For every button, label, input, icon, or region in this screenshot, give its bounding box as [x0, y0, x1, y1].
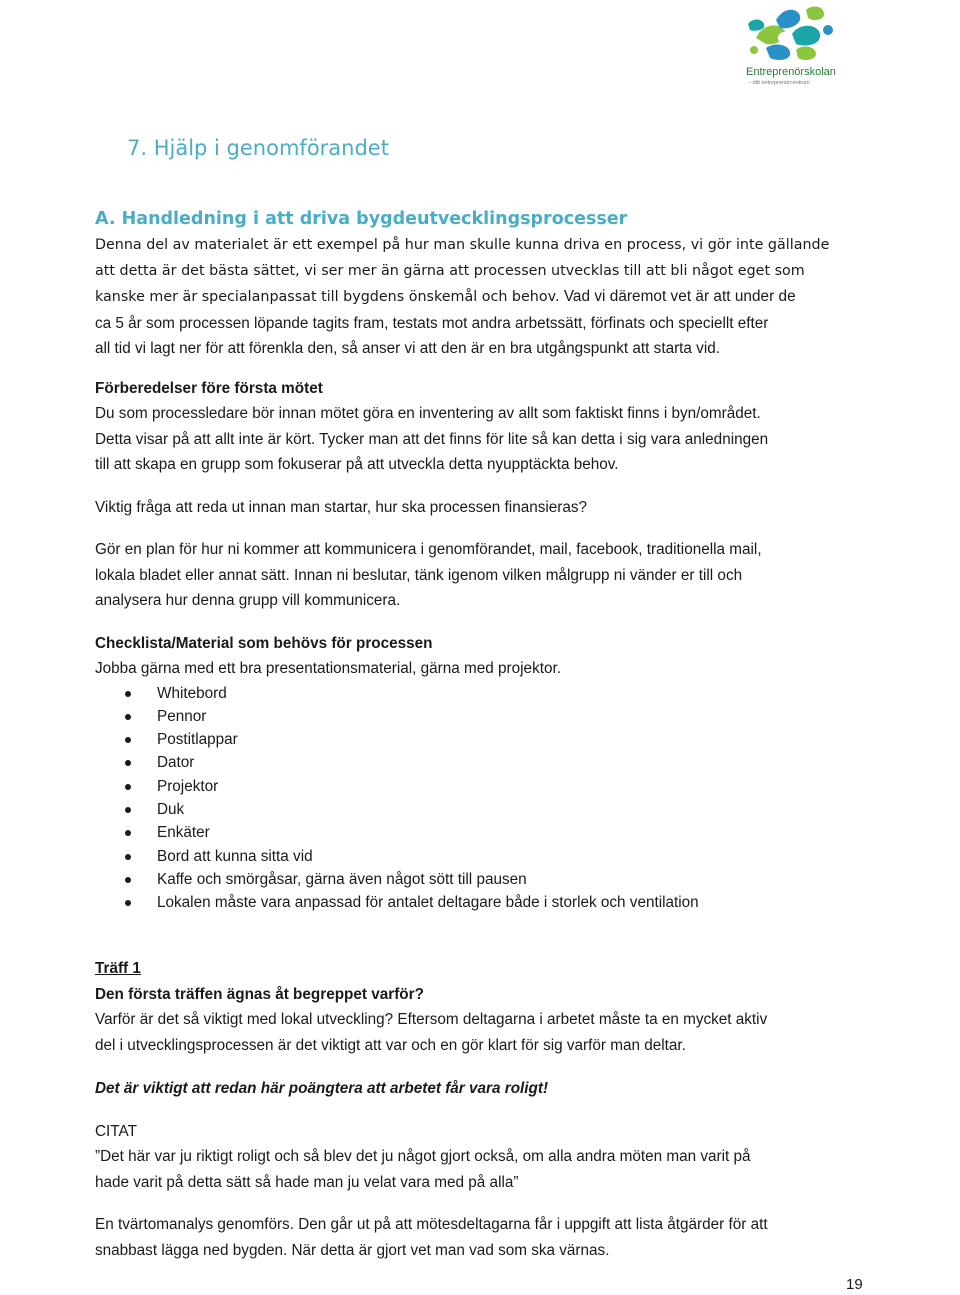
- traff-1-title: Träff 1: [95, 960, 141, 978]
- bullet-icon: [125, 854, 131, 860]
- bullet-icon: [125, 784, 131, 790]
- plan-line: Gör en plan för hur ni kommer att kommunicera i genomförandet, mail, facebook, traditionella mail,: [95, 541, 762, 558]
- list-item: Projektor: [95, 775, 875, 798]
- intro-line: att detta är det bästa sättet, vi ser mer än gärna att processen utvecklas till att bli något eget som: [95, 262, 805, 279]
- quote-line: ”Det här var ju riktigt roligt och så blev det ju något gjort också, om alla andra möten man varit på: [95, 1148, 751, 1166]
- intro-line: [95, 284, 875, 311]
- bullet-icon: [125, 737, 131, 743]
- traff-1-line: del i utvecklingsprocessen är det viktigt att var och en gör klart för sig varför man deltar.: [95, 1036, 686, 1054]
- list-item: Enkäter: [95, 821, 875, 844]
- checklist-intro: Jobba gärna med ett bra presentationsmaterial, gärna med projektor.: [95, 660, 561, 677]
- logo-name: Entreprenörskolan: [746, 66, 836, 78]
- intro-line3-end: Vad vi däremot vet är att under de: [559, 288, 796, 305]
- bullet-icon: [125, 714, 131, 720]
- main-content: [95, 205, 875, 1263]
- list-item: Lokalen måste vara anpassad för antalet deltagare både i storlek och ventilation: [95, 891, 875, 914]
- intro-line: Denna del av materialet är ett exempel på hur man skulle kunna driva en process, vi gör inte gällande: [95, 237, 830, 253]
- bullet-icon: [125, 900, 131, 906]
- checklist: [95, 682, 875, 915]
- analysis-line: snabbast lägga ned bygden. När detta är gjort vet man vad som ska värnas.: [95, 1241, 610, 1259]
- page-title: 7. Hjälp i genomförandet: [127, 136, 389, 160]
- list-item: Duk: [95, 798, 875, 821]
- intro-line: ca 5 år som processen löpande tagits fram, testats mot andra arbetssätt, förfinats och speciellt efter: [95, 314, 769, 332]
- intro-line3-start: kanske mer är specialanpassat till bygdens önskemål och behov.: [95, 289, 560, 305]
- bullet-icon: [125, 760, 131, 766]
- list-item: Dator: [95, 751, 875, 774]
- plan-line: lokala bladet eller annat sätt. Innan ni beslutar, tänk igenom vilken målgrupp ni vänder er till och: [95, 566, 743, 584]
- list-item: Whitebord: [95, 682, 875, 705]
- quote-line: hade varit på detta sätt så hade man ju velat vara med på alla”: [95, 1173, 519, 1191]
- prep-heading: Förberedelser före första mötet: [95, 379, 323, 397]
- emphasis-note: Det är viktigt att redan här poängtera att arbetet får vara roligt!: [95, 1080, 549, 1098]
- list-item: Postitlappar: [95, 728, 875, 751]
- financing-question: Viktig fråga att reda ut innan man startar, hur ska processen finansieras?: [95, 498, 588, 516]
- traff-1-subtitle: Den första träffen ägnas åt begreppet varför?: [95, 985, 424, 1003]
- bullet-icon: [125, 877, 131, 883]
- logo-emblem-icon: [736, 0, 846, 70]
- body-text: [95, 311, 875, 1264]
- traff-1-line: Varför är det så viktigt med lokal utveckling? Eftersom deltagarna i arbetet måste ta en mycket aktiv: [95, 1011, 768, 1029]
- page-number: 19: [846, 1276, 863, 1293]
- bullet-icon: [125, 807, 131, 813]
- citat-label: CITAT: [95, 1122, 137, 1140]
- plan-line: analysera hur denna grupp vill kommunicera.: [95, 592, 401, 609]
- bullet-icon: [125, 691, 131, 697]
- bullet-icon: [125, 830, 131, 836]
- analysis-line: En tvärtomanalys genomförs. Den går ut på att mötesdeltagarna får i uppgift att lista åtgärder för att: [95, 1216, 768, 1234]
- prep-line: Du som processledare bör innan mötet göra en inventering av allt som faktiskt finns i byn/området.: [95, 405, 761, 422]
- logo-tagline: – ditt entreprenörcentrum: [748, 80, 810, 86]
- prep-line: till att skapa en grupp som fokuserar på att utveckla detta nyupptäckta behov.: [95, 456, 619, 473]
- list-item: Pennor: [95, 705, 875, 728]
- intro-line: all tid vi lagt ner för att förenkla den, så anser vi att den är en bra utgångspunkt att starta vid.: [95, 340, 720, 357]
- section-a-heading: A. Handledning i att driva bygdeutvecklingsprocesser: [95, 209, 628, 229]
- checklist-heading: Checklista/Material som behövs för processen: [95, 634, 433, 652]
- list-item: Bord att kunna sitta vid: [95, 845, 875, 868]
- list-item: Kaffe och smörgåsar, gärna även något sött till pausen: [95, 868, 875, 891]
- prep-line: Detta visar på att allt inte är kört. Tycker man att det finns för lite så kan detta i sig vara anledningen: [95, 430, 769, 448]
